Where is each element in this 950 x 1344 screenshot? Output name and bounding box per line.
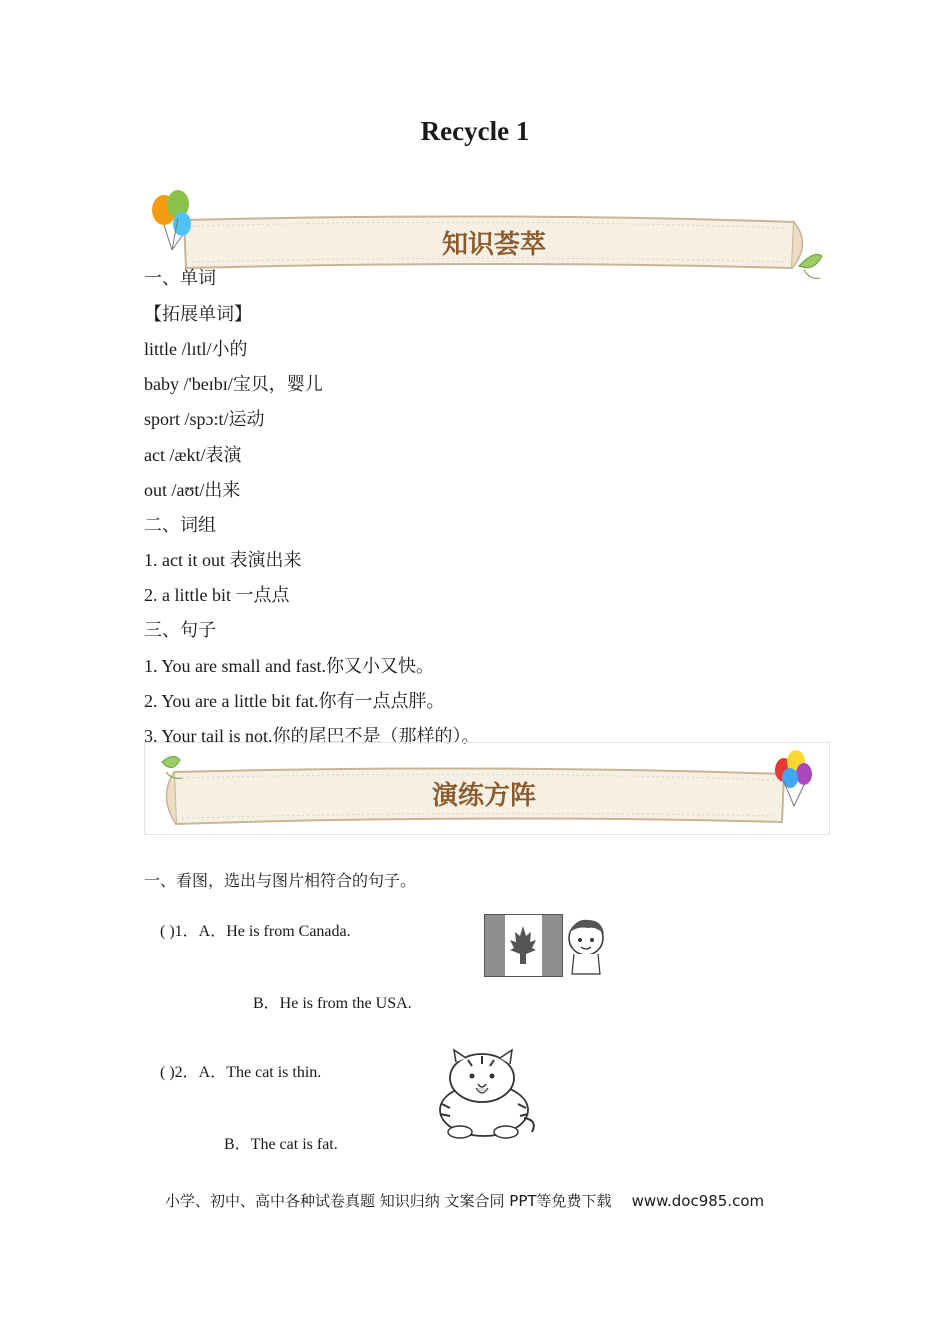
exercise-instruction: 一、看图，选出与图片相符合的句子。 <box>144 873 417 890</box>
word-item: sport /spɔ:t/运动 <box>144 409 265 429</box>
question-1-option-b: B．He is from the USA. <box>253 995 412 1012</box>
sentence-item: 3. Your tail is not.你的尾巴不是（那样的）。 <box>144 726 480 746</box>
banner-knowledge-text: 知识荟萃 <box>441 230 547 260</box>
canada-flag-image <box>484 914 612 980</box>
banner-knowledge <box>144 190 830 290</box>
boy-icon <box>569 920 604 974</box>
sentence-item: 2. You are a little bit fat.你有一点点胖。 <box>144 691 445 711</box>
footer-text: 小学、初中、高中各种试卷真题 知识归纳 文案合同 PPT等免费下载 <box>165 1192 612 1210</box>
phrase-item: 1. act it out 表演出来 <box>144 550 302 570</box>
section2-heading: 二、词组 <box>144 515 216 535</box>
word-item: out /aʊt/出来 <box>144 480 241 500</box>
footer-url[interactable]: www.doc985.com <box>631 1192 765 1210</box>
sentence-item: 1. You are small and fast.你又小又快。 <box>144 656 434 676</box>
footer <box>165 1190 764 1211</box>
section1-heading: 一、单词 <box>144 268 216 288</box>
word-item: little /lɪtl/小的 <box>144 339 248 359</box>
banner-practice-text: 演练方阵 <box>431 781 537 811</box>
question-1: ( )1．A．He is from Canada. <box>160 923 351 940</box>
banner-practice <box>144 742 830 836</box>
question-2-option-b: B．The cat is fat. <box>224 1136 338 1153</box>
word-item: act /ækt/表演 <box>144 445 242 465</box>
ext-words-heading: 【拓展单词】 <box>144 304 252 324</box>
fat-cat-image <box>428 1048 540 1140</box>
section3-heading: 三、句子 <box>144 620 216 640</box>
page-title: Recycle 1 <box>420 116 530 146</box>
question-2: ( )2．A．The cat is thin. <box>160 1064 322 1081</box>
word-item: baby /'beɪbɪ/宝贝，婴儿 <box>144 374 323 394</box>
leaf-icon <box>799 254 822 278</box>
phrase-item: 2. a little bit 一点点 <box>144 585 290 605</box>
